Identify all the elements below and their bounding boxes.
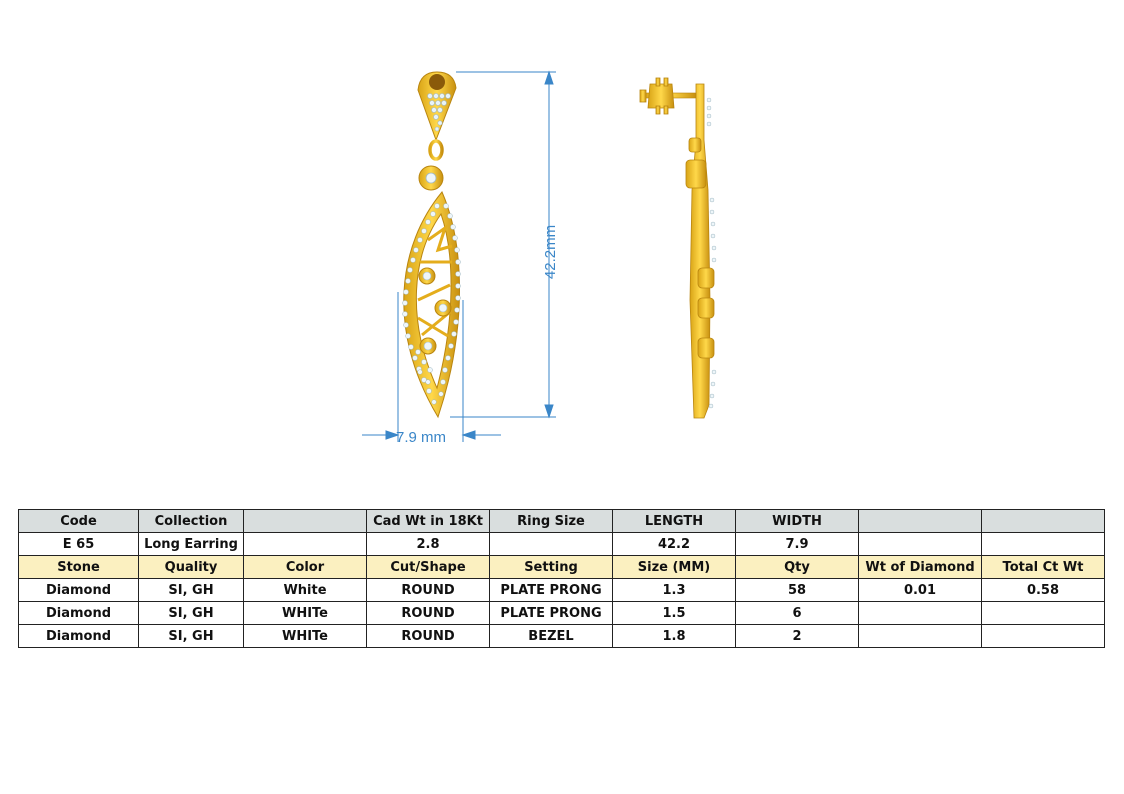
table-cell: SI, GH [139,602,244,625]
table-cell [859,533,982,556]
header-cell: Collection [139,510,244,533]
length-dimension [450,72,556,417]
table-cell: 1.8 [613,625,736,648]
header-cell [859,510,982,533]
header-cell: Cut/Shape [367,556,490,579]
header-cell: WIDTH [736,510,859,533]
table-cell [490,533,613,556]
table-cell [982,602,1105,625]
table-cell: 0.58 [982,579,1105,602]
header-cell: Qty [736,556,859,579]
table-cell [982,533,1105,556]
table-cell: 2.8 [367,533,490,556]
table-cell [859,602,982,625]
table-cell: SI, GH [139,579,244,602]
header-cell [244,510,367,533]
table-cell [859,625,982,648]
table-cell: E 65 [19,533,139,556]
table-cell: 42.2 [613,533,736,556]
table-cell: PLATE PRONG [490,602,613,625]
header-cell: Total Ct Wt [982,556,1105,579]
table-cell: 1.5 [613,602,736,625]
table-cell: 7.9 [736,533,859,556]
table-cell [982,625,1105,648]
table-cell: 2 [736,625,859,648]
jump-ring [430,141,442,159]
table-cell: WHITe [244,602,367,625]
table-cell: BEZEL [490,625,613,648]
header-cell: Ring Size [490,510,613,533]
earring-front-view [403,72,461,417]
earring-back-clasp [640,78,674,114]
header-cell: Cad Wt in 18Kt [367,510,490,533]
header-cell: Wt of Diamond [859,556,982,579]
table-row [19,625,1105,648]
header-cell [982,510,1105,533]
table-cell: ROUND [367,579,490,602]
table-cell: Diamond [19,602,139,625]
table-header-row [19,510,1105,533]
width-label: 7.9 mm [396,429,447,446]
table-cell: 1.3 [613,579,736,602]
table-cell: SI, GH [139,625,244,648]
table-cell: 0.01 [859,579,982,602]
table-row [19,579,1105,602]
header-cell: LENGTH [613,510,736,533]
table-cell: ROUND [367,625,490,648]
table-cell: 58 [736,579,859,602]
table-row [19,533,1105,556]
table-cell: ROUND [367,602,490,625]
table-cell: Diamond [19,625,139,648]
table-cell: 6 [736,602,859,625]
header-cell: Quality [139,556,244,579]
table-cell: WHITe [244,625,367,648]
table-row [19,602,1105,625]
length-label: 42.2mm [542,224,559,280]
header-cell: Stone [19,556,139,579]
earring-side-view [640,78,716,418]
header-cell: Size (MM) [613,556,736,579]
table-cell: Diamond [19,579,139,602]
table-cell [244,533,367,556]
specification-table [18,509,1105,648]
stone-header-row [19,556,1105,579]
table-cell: Long Earring [139,533,244,556]
table-cell: White [244,579,367,602]
side-profile-strip [690,84,710,418]
header-cell: Color [244,556,367,579]
header-cell: Code [19,510,139,533]
table-cell: PLATE PRONG [490,579,613,602]
header-cell: Setting [490,556,613,579]
